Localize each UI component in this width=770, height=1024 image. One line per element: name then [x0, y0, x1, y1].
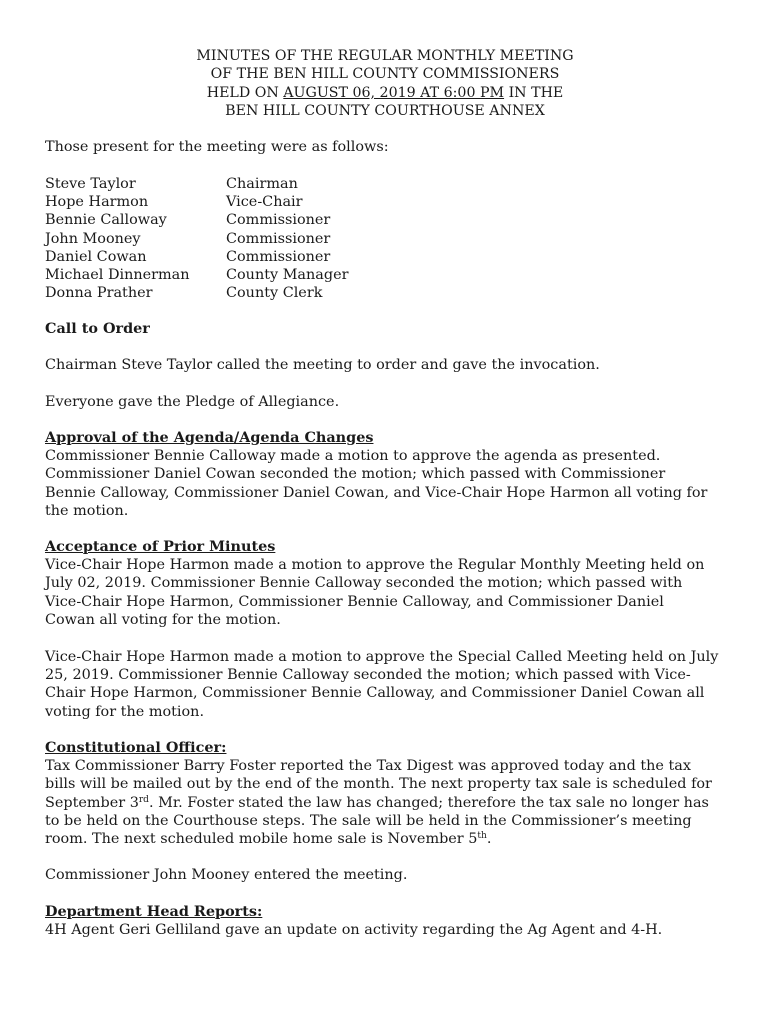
attendee-row: Daniel Cowan Commissioner	[45, 248, 331, 265]
attendee-row: Hope Harmon Vice-Chair	[45, 194, 303, 211]
constitutional-line: Tax Commissioner Barry Foster reported the Tax Digest was approved today and the tax	[45, 758, 691, 775]
constitutional-heading: Constitutional Officer:	[45, 739, 227, 756]
agenda-line: Commissioner Daniel Cowan seconded the motion; which passed with Commissioner	[45, 466, 666, 483]
agenda-line: Commissioner Bennie Calloway made a motion to approve the agenda as presented.	[45, 448, 661, 465]
mooney-entered-text: Commissioner John Mooney entered the meeting.	[45, 867, 408, 883]
prior-minutes-line: Vice-Chair Hope Harmon, Commissioner Bennie Calloway, and Commissioner Daniel	[45, 593, 664, 610]
prior-minutes-line: Vice-Chair Hope Harmon made a motion to approve the Regular Monthly Meeting held on	[45, 557, 705, 574]
special-meeting-line: Chair Hope Harmon, Commissioner Bennie Calloway, and Commissioner Daniel Cowan all	[45, 685, 705, 702]
constitutional-line: September 3rd. Mr. Foster stated the law has changed; therefore the tax sale no longer has	[45, 794, 709, 811]
agenda-heading: Approval of the Agenda/Agenda Changes	[45, 429, 374, 446]
attendee-row: John Mooney Commissioner	[45, 230, 331, 247]
call-to-order-text: Chairman Steve Taylor called the meeting to order and gave the invocation.	[45, 357, 600, 373]
prior-minutes-heading: Acceptance of Prior Minutes	[45, 538, 276, 555]
prior-minutes-section	[45, 538, 735, 629]
minutes-title	[0, 47, 770, 120]
title-line-3: HELD ON AUGUST 06, 2019 AT 6:00 PM IN THE	[206, 84, 564, 101]
agenda-line: Bennie Calloway, Commissioner Daniel Cowan, and Vice-Chair Hope Harmon all voting for	[45, 484, 708, 501]
dept-head-section	[45, 903, 735, 939]
attendee-row: Donna Prather County Clerk	[45, 285, 323, 302]
attendee-row: Steve Taylor Chairman	[45, 176, 298, 192]
constitutional-line: bills will be mailed out by the end of the month. The next property tax sale is scheduled for	[45, 776, 712, 793]
meeting-date: AUGUST 06, 2019 AT 6:00 PM	[283, 84, 505, 101]
constitutional-line: to be held on the Courthouse steps. The sale will be held in the Commissioner’s meeting	[45, 812, 692, 829]
dept-head-line: 4H Agent Geri Gelliland gave an update on activity regarding the Ag Agent and 4-H.	[45, 922, 663, 939]
dept-head-heading: Department Head Reports:	[45, 903, 263, 920]
prior-minutes-line: July 02, 2019. Commissioner Bennie Calloway seconded the motion; which passed with	[45, 575, 683, 592]
prior-minutes-line: Cowan all voting for the motion.	[45, 611, 281, 628]
special-meeting-line: 25, 2019. Commissioner Bennie Calloway seconded the motion; which passed with Vice-	[45, 667, 691, 684]
title-line-1: MINUTES OF THE REGULAR MONTHLY MEETING	[196, 48, 574, 64]
constitutional-section	[45, 739, 735, 848]
attendee-list	[45, 175, 348, 302]
call-to-order-heading: Call to Order	[45, 320, 150, 337]
agenda-line: the motion.	[45, 502, 129, 519]
constitutional-line: room. The next scheduled mobile home sale is November 5th.	[45, 831, 492, 848]
attendee-row: Michael Dinnerman County Manager	[45, 266, 349, 283]
special-meeting-line: voting for the motion.	[45, 703, 205, 720]
title-line-2: OF THE BEN HILL COUNTY COMMISSIONERS	[210, 66, 560, 83]
special-meeting-paragraph	[45, 648, 735, 721]
special-meeting-line: Vice-Chair Hope Harmon made a motion to approve the Special Called Meeting held on July	[45, 649, 719, 665]
present-intro: Those present for the meeting were as follows:	[45, 139, 389, 155]
pledge-text: Everyone gave the Pledge of Allegiance.	[45, 394, 340, 410]
attendee-row: Bennie Calloway Commissioner	[45, 212, 331, 229]
agenda-section	[45, 429, 735, 520]
title-line-4: BEN HILL COUNTY COURTHOUSE ANNEX	[225, 102, 545, 119]
